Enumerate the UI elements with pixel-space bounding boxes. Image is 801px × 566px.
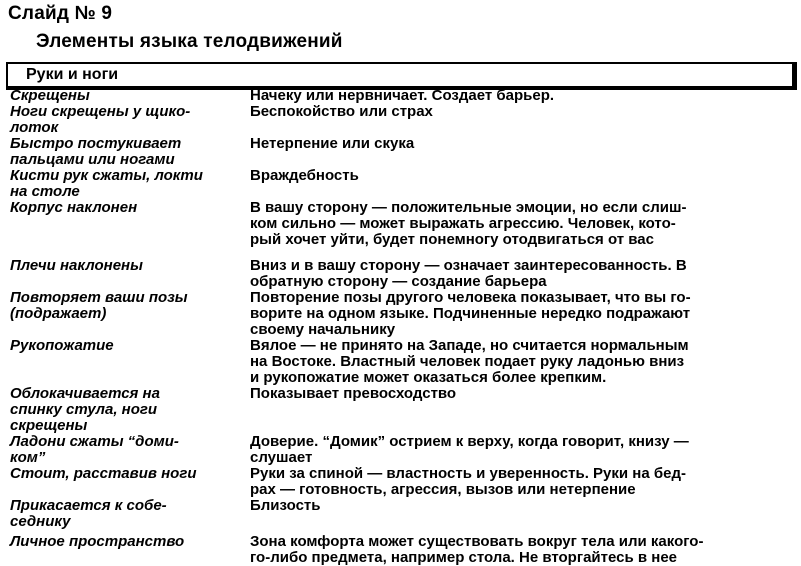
- term-line: Ладони сжаты “доми-: [10, 433, 179, 450]
- meaning-line: го-либо предмета, например стола. Не вторгайтесь в нее: [250, 549, 678, 566]
- term-line: Ноги скрещены у щико-: [10, 103, 191, 120]
- term-line: Плечи наклонены: [10, 257, 143, 274]
- meaning-line: Доверие. “Домик” острием к верху, когда говорит, книзу —: [250, 433, 689, 450]
- row-term: [10, 168, 250, 200]
- meaning-line: Руки за спиной — властность и уверенность. Руки на бед-: [250, 465, 686, 482]
- meaning-line: рах — готовность, агрессия, вызов или нетерпение: [250, 481, 636, 498]
- table-row: [10, 534, 795, 566]
- term-line: ком”: [10, 449, 46, 466]
- row-term: [10, 498, 250, 530]
- section-header-box: [6, 62, 797, 90]
- term-line: (подражает): [10, 305, 107, 322]
- term-line: Личное пространство: [10, 533, 185, 550]
- table-row: [10, 338, 795, 386]
- meaning-line: ком сильно — может выражать агрессию. Человек, кото-: [250, 215, 676, 232]
- row-meaning: [250, 434, 795, 466]
- meaning-line: рый хочет уйти, будет понемногу отодвигаться от вас: [250, 231, 654, 248]
- table-row: [10, 466, 795, 498]
- term-line: Облокачивается на: [10, 385, 160, 402]
- term-line: скрещены: [10, 417, 88, 434]
- term-line: спинку стула, ноги: [10, 401, 158, 418]
- table-row: [10, 88, 795, 104]
- term-line: Скрещены: [10, 87, 90, 104]
- meaning-line: своему начальнику: [250, 321, 396, 338]
- row-meaning: [250, 534, 795, 566]
- meaning-line: Беспокойство или страх: [250, 103, 433, 120]
- meaning-line: слушает: [250, 449, 313, 466]
- term-line: на столе: [10, 183, 80, 200]
- term-line: Стоит, расставив ноги: [10, 465, 197, 482]
- term-line: Прикасается к собе-: [10, 497, 167, 514]
- row-term: [10, 338, 250, 386]
- row-meaning: [250, 104, 795, 136]
- term-line: седнику: [10, 513, 71, 530]
- table-row: [10, 168, 795, 200]
- meaning-line: Показывает превосходство: [250, 385, 457, 402]
- row-meaning: [250, 136, 795, 168]
- row-meaning: [250, 290, 795, 338]
- meaning-line: Вялое — не принято на Западе, но считается нормальным: [250, 337, 689, 354]
- term-line: пальцами или ногами: [10, 151, 175, 168]
- meaning-line: Нетерпение или скука: [250, 135, 415, 152]
- slide-title: Слайд № 9: [8, 3, 113, 24]
- meaning-line: Враждебность: [250, 167, 359, 184]
- table-row: [10, 434, 795, 466]
- row-term: [10, 290, 250, 338]
- table-row: [10, 200, 795, 248]
- meaning-line: Начеку или нервничает. Создает барьер.: [250, 87, 555, 104]
- row-meaning: [250, 386, 795, 434]
- row-meaning: [250, 88, 795, 104]
- row-meaning: [250, 498, 795, 530]
- row-term: [10, 466, 250, 498]
- term-line: Быстро постукивает: [10, 135, 182, 152]
- row-meaning: [250, 168, 795, 200]
- section-label: Руки и ноги: [26, 66, 119, 83]
- term-line: Повторяет ваши позы: [10, 289, 188, 306]
- meaning-line: Повторение позы другого человека показывает, что вы го-: [250, 289, 691, 306]
- table-row: [10, 498, 795, 530]
- term-line: Корпус наклонен: [10, 199, 138, 216]
- row-term: [10, 258, 250, 290]
- row-term: [10, 534, 250, 566]
- table-row: [10, 290, 795, 338]
- row-term: [10, 104, 250, 136]
- row-meaning: [250, 466, 795, 498]
- table-row: [10, 104, 795, 136]
- term-line: лоток: [10, 119, 59, 136]
- meaning-line: Близость: [250, 497, 321, 514]
- table-row: [10, 258, 795, 290]
- table-row: [10, 386, 795, 434]
- meaning-line: Зона комфорта может существовать вокруг тела или какого-: [250, 533, 704, 550]
- row-meaning: [250, 200, 795, 248]
- body-language-table: [10, 88, 795, 566]
- row-meaning: [250, 258, 795, 290]
- row-term: [10, 200, 250, 248]
- row-meaning: [250, 338, 795, 386]
- term-line: Кисти рук сжаты, локти: [10, 167, 203, 184]
- page-subtitle: Элементы языка телодвижений: [36, 31, 343, 52]
- row-term: [10, 434, 250, 466]
- term-line: Рукопожатие: [10, 337, 114, 354]
- meaning-line: и рукопожатие может оказаться более крепким.: [250, 369, 607, 386]
- meaning-line: обратную сторону — создание барьера: [250, 273, 547, 290]
- table-row: [10, 136, 795, 168]
- row-term: [10, 88, 250, 104]
- meaning-line: ворите на одном языке. Подчиненные нередко подражают: [250, 305, 691, 322]
- meaning-line: Вниз и в вашу сторону — означает заинтересованность. В: [250, 257, 687, 274]
- row-term: [10, 136, 250, 168]
- meaning-line: на Востоке. Властный человек подает руку ладонью вниз: [250, 353, 685, 370]
- meaning-line: В вашу сторону — положительные эмоции, но если слиш-: [250, 199, 687, 216]
- row-term: [10, 386, 250, 434]
